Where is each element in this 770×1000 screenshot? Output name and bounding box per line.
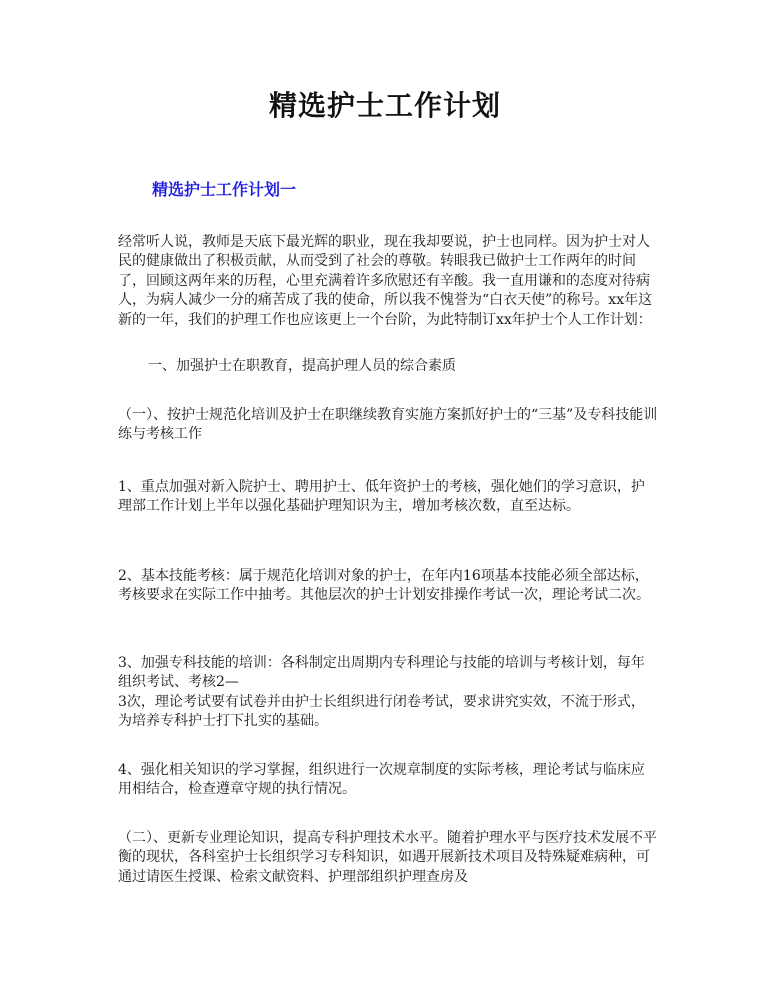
section-heading: 精选护士工作计划一 [152, 180, 297, 199]
document-title: 精选护士工作计划 [268, 89, 501, 122]
paragraph-item-1: 1、重点加强对新入院护士、聘用护士、低年资护士的考核，强化她们的学习意识，护理部工作计划上半年以强化基础护理知识为主，增加考核次数，直至达标。 [118, 479, 645, 515]
paragraph-section-1: （一）、按护士规范化培训及护士在职继续教育实施方案抓好护士的“三基”及专科技能训练与考核工作 [118, 407, 658, 443]
paragraph-item-2: 2、基本技能考核：属于规范化培训对象的护士，在年内16项基本技能必须全部达标，考核要求在实际工作中抽考。其他层次的护士计划安排操作考试一次，理论考试二次。 [118, 568, 650, 604]
paragraph-section-2: （二）、更新专业理论知识，提高专科护理技术水平。随着护理水平与医疗技术发展不平衡的现状，各科室护士长组织学习专科知识，如遇开展新技术项目及特殊疑难病种，可通过请医生授课、检索文献资料、护理部组织护理查房及 [118, 830, 657, 885]
paragraph-intro: 经常听人说，教师是天底下最光辉的职业，现在我却要说，护士也同样。因为护士对人民的健康做出了积极贡献，从而受到了社会的尊敬。转眼我已做护士工作两年的时间了，回顾这两年来的历程，心里充满着许多欣慰还有辛酸。我一直用谦和的态度对待病人，为病人减少一分的痛苦成了我的使命，所以我不愧誉为“白衣天使”的称号。xx年这新的一年，我们的护理工作也应该更上一个台阶，为此特制订xx年护士个人工作计划： [118, 234, 653, 328]
paragraph-item-3: 3、加强专科技能的培训：各科制定出周期内专科理论与技能的培训与考核计划，每年组织考试、考核2— 3次，理论考试要有试卷并由护士长组织进行闭卷考试，要求讲究实效，不流于形式，为培养专科护士打下扎实的基础。 [118, 655, 645, 730]
subheading-1: 一、加强护士在职教育，提高护理人员的综合素质 [148, 358, 456, 374]
paragraph-item-4: 4、强化相关知识的学习掌握，组织进行一次规章制度的实际考核，理论考试与临床应用相结合，检查遵章守规的执行情况。 [118, 762, 645, 798]
